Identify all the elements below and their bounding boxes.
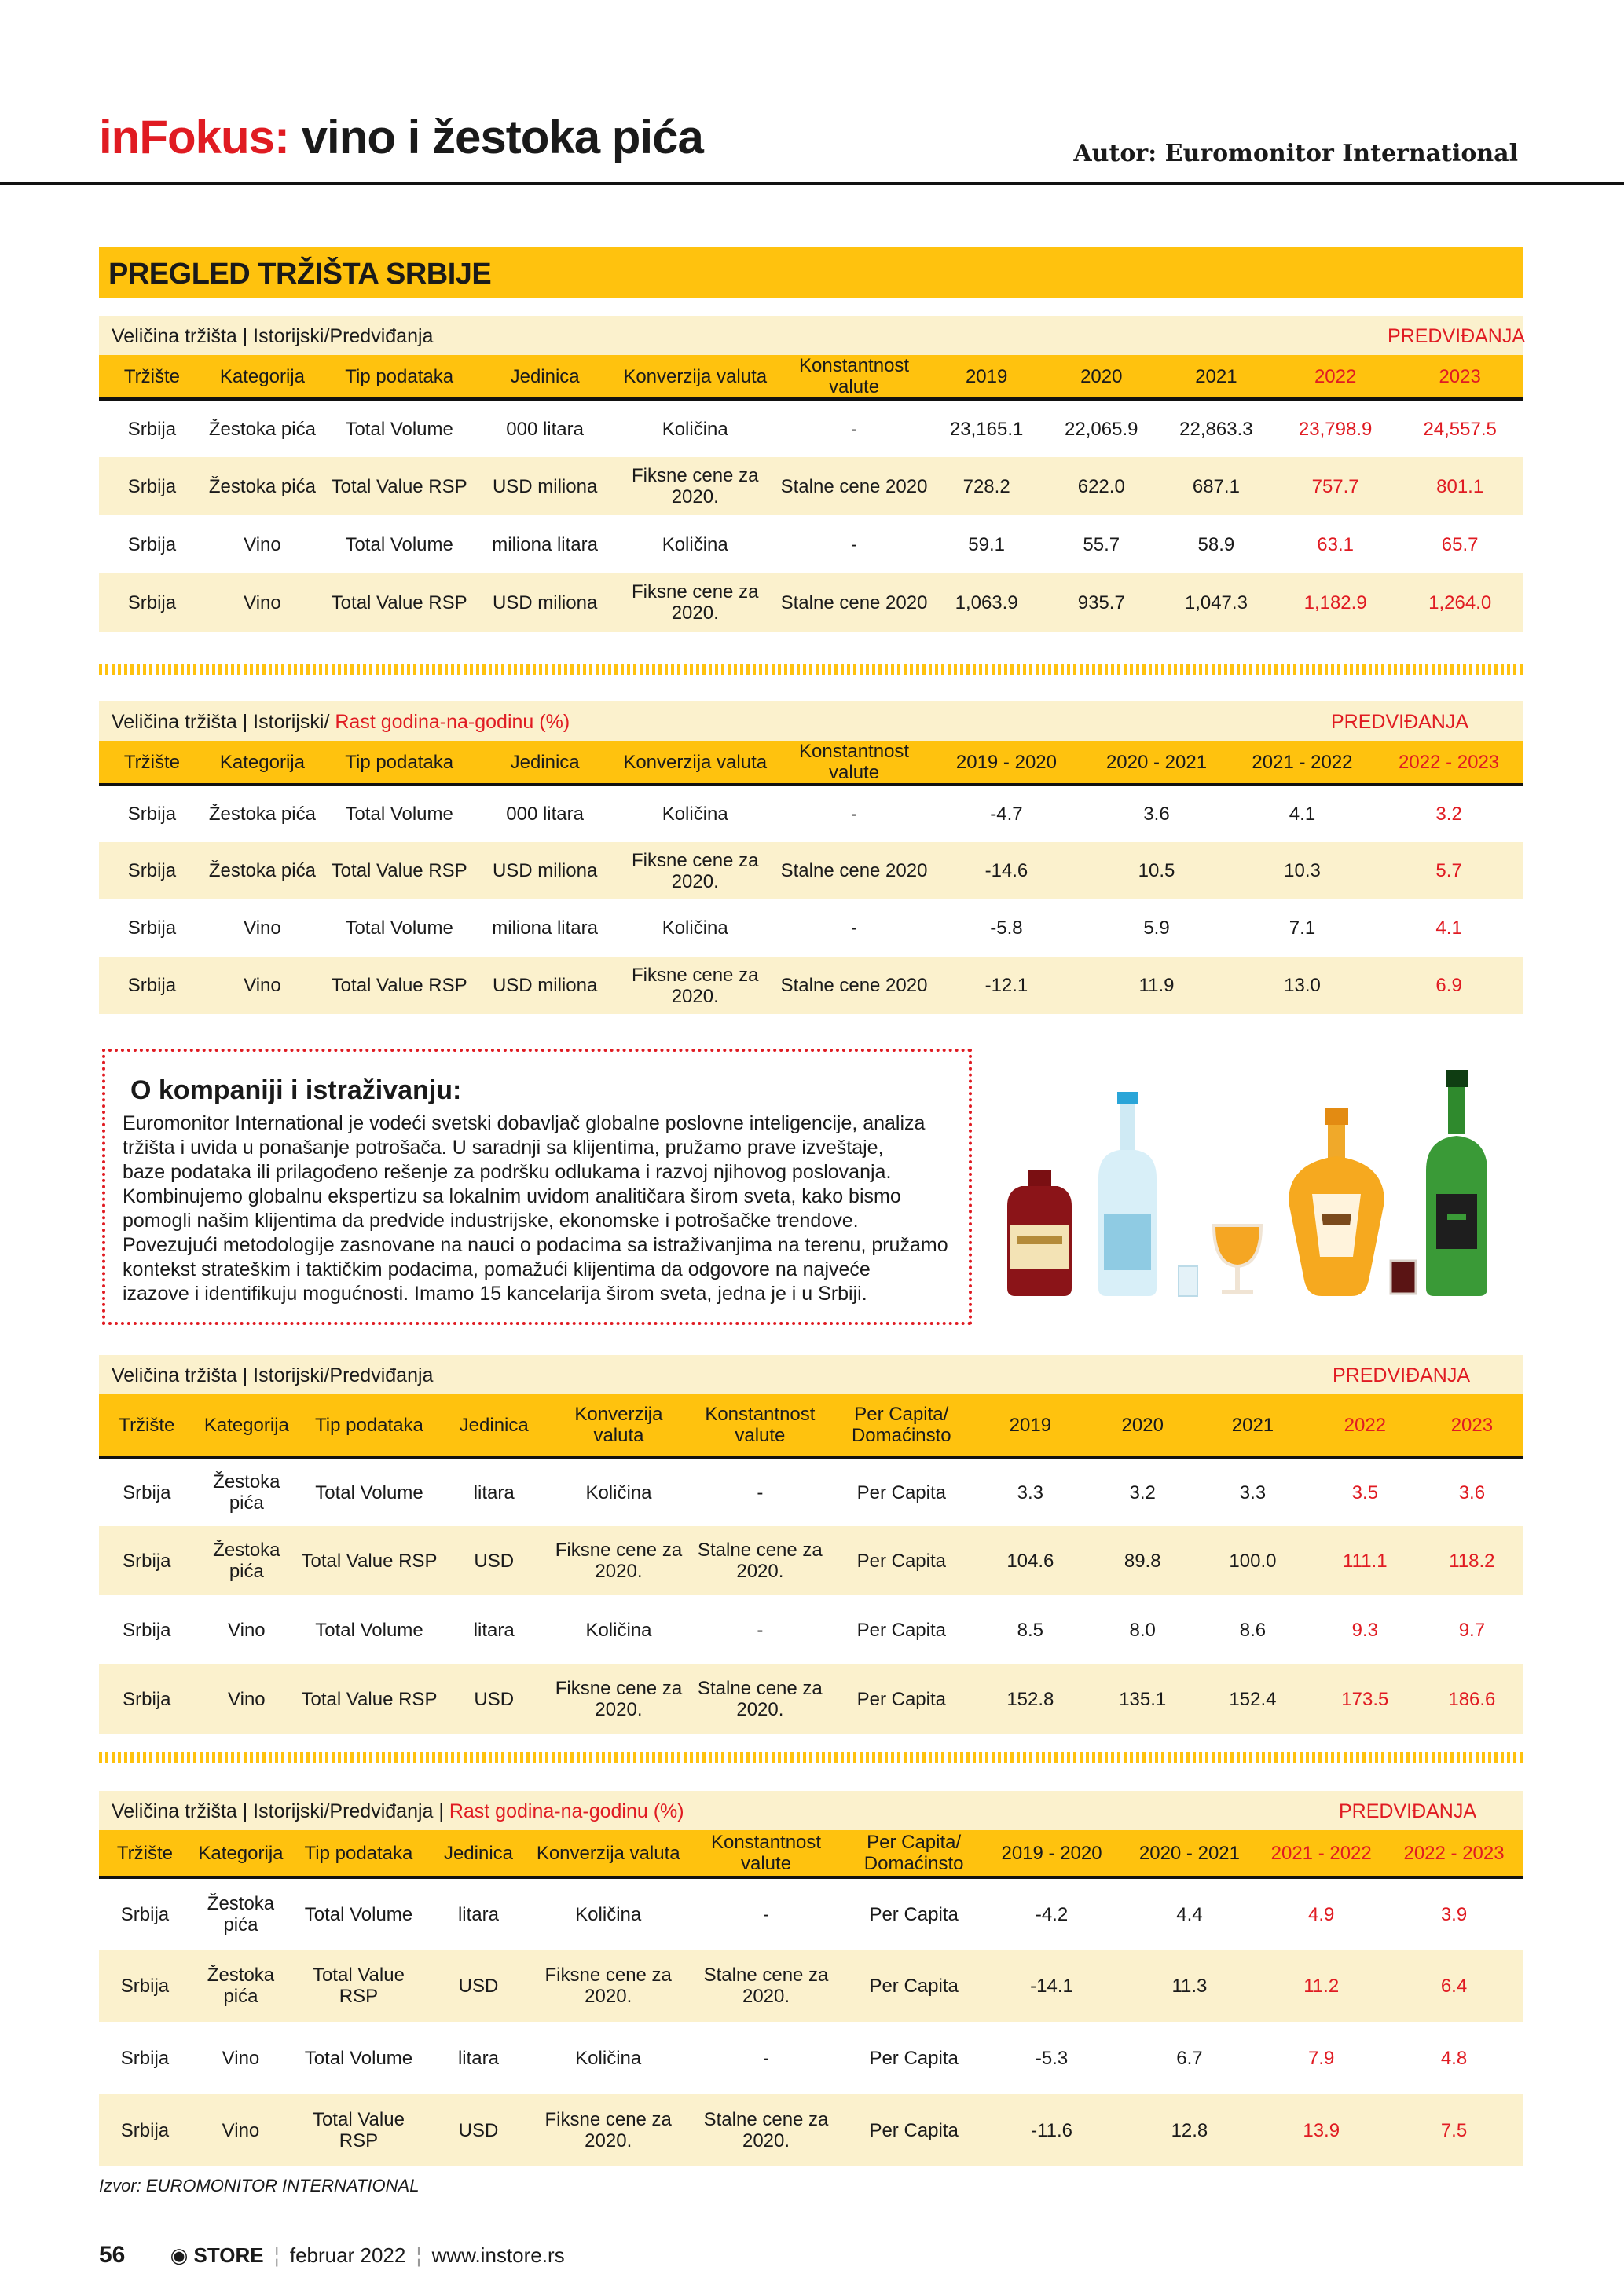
table-cell: Količina [585, 1619, 652, 1641]
column-header: Tip podataka [320, 741, 478, 785]
issue-date: februar 2022 [289, 2243, 406, 2267]
column-header: Konstantnost valute [779, 741, 929, 785]
column-header: 2020 - 2021 [1122, 1830, 1258, 1877]
caption-text: Veličina tržišta | Istorijski/Predviđanja [112, 1364, 434, 1386]
table-cell: -5.8 [990, 917, 1023, 939]
table-cell: - [763, 2047, 770, 2069]
about-line: tržišta i uvida u ponašanje potrošača. U saradnji sa klijentima, pružamo prave izveštaje, [123, 1137, 884, 1159]
table-cell: Srbija [127, 591, 177, 613]
table-cell: Stalne cene 2020 [780, 591, 928, 613]
table-cell: 11.3 [1171, 1975, 1208, 1997]
table-cell: litara [473, 1481, 515, 1503]
table-cell: Vino [244, 591, 281, 613]
table-cell: - [757, 1481, 764, 1503]
table-cell: Žestoka pića [208, 475, 316, 497]
table-cell: Srbija [127, 917, 177, 939]
table-cell: Srbija [120, 1975, 170, 1997]
table-cell: 173.5 [1341, 1688, 1389, 1710]
column-header: 2021 [1159, 355, 1274, 399]
table-cell: 7.5 [1440, 2119, 1468, 2141]
table-cell: Stalne cene za 2020. [697, 1678, 823, 1720]
column-header: Jedinica [440, 1394, 548, 1457]
data-table [99, 355, 1523, 632]
table-row [99, 785, 1523, 842]
table-cell: 118.2 [1449, 1550, 1495, 1572]
column-header: 2021 - 2022 [1257, 1830, 1385, 1877]
table-cell: Stalne cene za 2020. [697, 1540, 823, 1582]
column-header: 2022 [1274, 355, 1397, 399]
table-cell: 000 litara [506, 804, 584, 825]
table-cell: Total Value RSP [301, 1550, 438, 1572]
column-header: 2021 - 2022 [1230, 741, 1375, 785]
table-cell: 622.0 [1077, 475, 1125, 497]
column-header: Tip podataka [299, 1394, 440, 1457]
data-table [99, 741, 1523, 1014]
table-cell: Srbija [127, 975, 177, 996]
table-cell: - [763, 1903, 770, 1925]
table-row [99, 457, 1523, 515]
column-header: Konverzija valuta [548, 1394, 690, 1457]
table-cell: 1,047.3 [1184, 591, 1248, 613]
table-cell: USD miliona [492, 860, 598, 881]
table-cell: 4.8 [1440, 2047, 1468, 2069]
table-cell: 4.9 [1308, 1903, 1335, 1925]
column-header: 2023 [1397, 355, 1523, 399]
table-cell: Stalne cene 2020 [780, 475, 928, 497]
column-header: Kategorija [205, 741, 320, 785]
table-cell: 11.2 [1303, 1975, 1340, 1997]
column-header: Jedinica [427, 1830, 530, 1877]
table-cell: 59.1 [968, 533, 1005, 555]
table-cell: Srbija [123, 1619, 171, 1641]
about-title: O kompaniji i istraživanju: [130, 1075, 462, 1105]
table-cell: 8.5 [1017, 1619, 1044, 1641]
table-cell: 111.1 [1343, 1550, 1388, 1572]
table-cell: Žestoka pića [213, 1540, 280, 1582]
forecast-label: PREDVIĐANJA [1333, 1364, 1471, 1386]
table-cell: 757.7 [1311, 475, 1359, 497]
table-cell: Vino [228, 1688, 266, 1710]
about-line: Euromonitor International je vodeći svetski dobavljač globalne poslovne inteligencije, analiza [123, 1112, 926, 1134]
shot-glass-icon [1179, 1266, 1197, 1296]
table-cell: 13.0 [1284, 975, 1321, 996]
table-cell: Vino [244, 917, 281, 939]
column-header: Kategorija [195, 1394, 299, 1457]
column-header: Tržište [99, 741, 205, 785]
table-cell: Total Volume [345, 804, 453, 825]
column-header: 2022 [1309, 1394, 1421, 1457]
column-header: Konstantnost valute [686, 1830, 845, 1877]
table-caption [99, 1355, 1523, 1394]
column-header: Jedinica [478, 355, 611, 399]
table-cell: Vino [244, 975, 281, 996]
table-cell: 935.7 [1077, 591, 1125, 613]
table-row [99, 842, 1523, 899]
column-header: Tržište [99, 355, 205, 399]
table-caption [99, 1791, 1523, 1830]
table-cell: USD [458, 1975, 499, 1997]
table-cell: 3.9 [1440, 1903, 1468, 1925]
table-cell: Žestoka pića [208, 804, 316, 825]
column-header: Kategorija [205, 355, 320, 399]
table-cell: Količina [585, 1481, 652, 1503]
table-cell: Total Value RSP [331, 860, 467, 881]
table-cell: Fiksne cene za 2020. [632, 581, 759, 624]
table-cell: 728.2 [962, 475, 1010, 497]
table-cell: 104.6 [1006, 1550, 1054, 1572]
table-cell: miliona litara [492, 533, 598, 555]
table-cell: Srbija [127, 804, 177, 825]
table-cell: -14.1 [1030, 1975, 1073, 1997]
table-cell: 5.9 [1143, 917, 1170, 939]
table-cell: Per Capita [869, 1975, 959, 1997]
per-capita-table [99, 1355, 1523, 1734]
table-cell: 23,165.1 [949, 418, 1024, 440]
table-cell: USD [458, 2119, 499, 2141]
table-cell: 1,182.9 [1303, 591, 1367, 613]
table-cell: 3.2 [1435, 804, 1462, 825]
table-cell: 3.6 [1458, 1481, 1486, 1503]
about-line: izazove i identifikuju mogućnosti. Imamo 15 kancelarija širom sveta, jedna je i u Srbiji. [123, 1283, 867, 1305]
caption-text: Veličina tržišta | Istorijski/Predviđanja [112, 325, 434, 347]
source-note: Izvor: EUROMONITOR INTERNATIONAL [99, 2176, 420, 2195]
table-cell: Količina [575, 1903, 642, 1925]
table-cell: -11.6 [1031, 2119, 1072, 2141]
table-cell: 58.9 [1197, 533, 1235, 555]
table-cell: Količina [575, 2047, 642, 2069]
whisky-bottle-icon [1289, 1108, 1384, 1296]
table-cell: - [851, 533, 858, 555]
column-header: 2022 - 2023 [1385, 1830, 1523, 1877]
table-cell: Stalne cene za 2020. [703, 1965, 829, 2007]
table-cell: Per Capita [856, 1688, 946, 1710]
table-cell: Vino [222, 2119, 260, 2141]
table-cell: Srbija [120, 2119, 170, 2141]
table-cell: 3.5 [1351, 1481, 1379, 1503]
table-cell: Fiksne cene za 2020. [632, 964, 759, 1007]
table-cell: 55.7 [1083, 533, 1120, 555]
whisky-glass-icon [1391, 1261, 1416, 1294]
table-cell: Srbija [123, 1481, 171, 1503]
table-cell: Količina [662, 418, 728, 440]
table-row [99, 2022, 1523, 2094]
table-cell: Srbija [127, 475, 177, 497]
table-row [99, 957, 1523, 1014]
table-cell: Per Capita [869, 2047, 959, 2069]
table-row [99, 1526, 1523, 1595]
growth-table [99, 701, 1523, 1014]
author-line: Autor: Euromonitor International [1073, 140, 1518, 167]
about-line: pomogli našim klijentima da predvide industrijske, ekonomske i potrošačke trendove. [123, 1210, 859, 1232]
column-header: 2020 [1088, 1394, 1197, 1457]
table-cell: Količina [662, 533, 728, 555]
column-header: 2019 [929, 355, 1044, 399]
table-cell: Srbija [120, 2047, 170, 2069]
table-row [99, 1595, 1523, 1664]
table-cell: Total Volume [345, 418, 453, 440]
column-header: Tržište [99, 1394, 195, 1457]
column-header: Per Capita/ Domaćinsto [846, 1830, 982, 1877]
about-text [123, 1111, 979, 1306]
header-rule [0, 182, 1624, 185]
column-header: 2020 [1044, 355, 1159, 399]
table-cell: Per Capita [869, 1903, 959, 1925]
column-header: Kategorija [191, 1830, 291, 1877]
table-cell: 3.6 [1143, 804, 1170, 825]
bottles-illustration [998, 1060, 1516, 1304]
table-cell: Total Value RSP [312, 2109, 405, 2151]
data-table [99, 1394, 1523, 1734]
table-cell: USD [474, 1550, 515, 1572]
table-cell: miliona litara [492, 917, 598, 939]
per-capita-growth-table [99, 1791, 1523, 2166]
table-cell: 63.1 [1317, 533, 1354, 555]
table-cell: Srbija [127, 418, 177, 440]
table-cell: 687.1 [1192, 475, 1240, 497]
store-logo-icon: ◉ [170, 2243, 189, 2267]
caption-text: Veličina tržišta | Istorijski/Predviđanja | Rast godina-na-godinu (%) [112, 1800, 684, 1822]
table-cell: 6.7 [1176, 2047, 1203, 2069]
table-cell: 3.3 [1239, 1481, 1267, 1503]
red-bottle-icon [1007, 1170, 1072, 1296]
section-header [99, 247, 1523, 298]
column-header: 2022 - 2023 [1375, 741, 1523, 785]
table-cell: Srbija [123, 1550, 171, 1572]
table-cell: 152.4 [1229, 1688, 1277, 1710]
section-title: PREGLED TRŽIŠTA SRBIJE [108, 258, 492, 291]
table-cell: 8.0 [1129, 1619, 1156, 1641]
table-cell: 22,065.9 [1065, 418, 1138, 440]
column-header: Jedinica [478, 741, 611, 785]
brandy-glass-icon [1214, 1225, 1261, 1294]
table-cell: 7.9 [1308, 2047, 1335, 2069]
column-header: 2019 - 2020 [982, 1830, 1122, 1877]
table-cell: 135.1 [1119, 1688, 1167, 1710]
table-cell: 1,264.0 [1428, 591, 1492, 613]
column-header: Konverzija valuta [611, 355, 779, 399]
table-cell: Srbija [127, 860, 177, 881]
table-cell: - [851, 418, 858, 440]
table-cell: Srbija [120, 1903, 170, 1925]
table-row [99, 573, 1523, 632]
page-title [99, 110, 703, 164]
table-cell: 22,863.3 [1179, 418, 1253, 440]
table-row [99, 1664, 1523, 1734]
table-cell: -4.7 [990, 804, 1023, 825]
column-header: 2023 [1421, 1394, 1523, 1457]
table-cell: 13.9 [1303, 2119, 1340, 2141]
column-header: 2021 [1197, 1394, 1309, 1457]
table-cell: Fiksne cene za 2020. [632, 849, 759, 892]
page-number: 56 [99, 2242, 126, 2268]
table-cell: Količina [662, 917, 728, 939]
market-size-table [99, 316, 1526, 632]
table-cell: Stalne cene za 2020. [703, 2109, 829, 2151]
table-cell: Vino [244, 533, 281, 555]
table-cell: 4.1 [1289, 804, 1316, 825]
table-cell: Fiksne cene za 2020. [544, 2109, 672, 2151]
column-header: Konverzija valuta [611, 741, 779, 785]
table-row [99, 1950, 1523, 2022]
table-cell: -5.3 [1035, 2047, 1069, 2069]
table-cell: Fiksne cene za 2020. [632, 465, 759, 507]
table-cell: Fiksne cene za 2020. [555, 1678, 683, 1720]
table-caption [99, 701, 1523, 741]
column-header: Konstantnost valute [779, 355, 929, 399]
column-header: Per Capita/ Domaćinsto [830, 1394, 972, 1457]
table-cell: Fiksne cene za 2020. [555, 1540, 683, 1582]
table-cell: 24,557.5 [1423, 418, 1497, 440]
about-line: Povezujući metodologije zasnovane na nauci o podacima sa istraživanjima na terenu, pružamo [123, 1234, 948, 1256]
table-row [99, 399, 1523, 457]
about-line: Kombinujemo globalnu ekspertizu sa lokalnim uvidom analitičara širom sveta, kako bismo [123, 1185, 901, 1207]
table-cell: 100.0 [1229, 1550, 1277, 1572]
table-cell: 65.7 [1441, 533, 1479, 555]
table-cell: 9.7 [1458, 1619, 1486, 1641]
table-cell: Količina [662, 804, 728, 825]
table-cell: -4.2 [1035, 1903, 1069, 1925]
about-box [102, 1049, 972, 1325]
title-text: vino i žestoka pića [289, 111, 703, 163]
table-cell: 6.4 [1440, 1975, 1468, 1997]
table-cell: Total Value RSP [301, 1688, 438, 1710]
table-cell: 9.3 [1351, 1619, 1379, 1641]
table-cell: Total Volume [345, 533, 453, 555]
table-cell: 23,798.9 [1298, 418, 1373, 440]
table-cell: - [851, 917, 858, 939]
table-cell: 4.4 [1176, 1903, 1203, 1925]
column-header: Tip podataka [291, 1830, 427, 1877]
table-cell: litara [457, 2047, 499, 2069]
table-cell: USD miliona [492, 591, 598, 613]
table-cell: 7.1 [1289, 917, 1316, 939]
page-footer: 56 ◉ STORE ¦ februar 2022 ¦ www.instore.rs [99, 2242, 565, 2268]
table-cell: Žestoka pića [208, 860, 316, 881]
column-header: 2019 - 2020 [929, 741, 1084, 785]
table-row [99, 2094, 1523, 2166]
column-header: Konstantnost valute [689, 1394, 830, 1457]
table-cell: 152.8 [1006, 1688, 1054, 1710]
table-cell: Srbija [123, 1688, 171, 1710]
table-cell: 801.1 [1436, 475, 1484, 497]
table-cell: Per Capita [869, 2119, 959, 2141]
table-cell: litara [457, 1903, 499, 1925]
table-cell: Total Volume [304, 2047, 413, 2069]
table-cell: litara [473, 1619, 515, 1641]
table-cell: 4.1 [1435, 917, 1462, 939]
caption-text: Veličina tržišta | Istorijski/ Rast godina-na-godinu (%) [112, 711, 570, 733]
table-cell: Total Value RSP [331, 591, 467, 613]
table-cell: USD miliona [492, 975, 598, 996]
table-cell: 89.8 [1124, 1550, 1161, 1572]
wine-bottle-icon [1426, 1070, 1487, 1296]
table-cell: Per Capita [856, 1550, 946, 1572]
table-cell: Vino [228, 1619, 266, 1641]
table-row [99, 1877, 1523, 1950]
table-cell: Stalne cene 2020 [780, 975, 928, 996]
dotted-divider-2 [99, 1752, 1523, 1763]
store-logo-text: STORE [193, 2243, 264, 2267]
table-cell: Total Value RSP [312, 1965, 405, 2007]
table-cell: Per Capita [856, 1481, 946, 1503]
table-cell: Total Volume [315, 1481, 423, 1503]
table-cell: -14.6 [984, 860, 1028, 881]
table-cell: -12.1 [984, 975, 1028, 996]
table-cell: 5.7 [1435, 860, 1462, 881]
forecast-label: PREDVIĐANJA [1331, 711, 1469, 733]
table-row [99, 899, 1523, 957]
table-cell: Vino [222, 2047, 260, 2069]
table-cell: Žestoka pića [207, 1893, 275, 1935]
about-line: kontekst strateškim i taktičkim podacima, pomažući klijentima da odgovore na najveće [123, 1258, 871, 1280]
dotted-divider [99, 664, 1523, 675]
column-header: 2020 - 2021 [1083, 741, 1229, 785]
table-cell: - [757, 1619, 764, 1641]
table-cell: 186.6 [1448, 1688, 1496, 1710]
table-cell: 3.3 [1017, 1481, 1044, 1503]
table-cell: 10.5 [1138, 860, 1175, 881]
website-link[interactable]: www.instore.rs [431, 2243, 565, 2267]
forecast-label: PREDVIĐANJA [1388, 325, 1526, 347]
column-header: 2019 [972, 1394, 1088, 1457]
column-header: Tip podataka [320, 355, 478, 399]
table-cell: USD [474, 1688, 515, 1710]
table-cell: Žestoka pića [208, 418, 316, 440]
table-cell: Per Capita [856, 1619, 946, 1641]
table-cell: Fiksne cene za 2020. [544, 1965, 672, 2007]
column-header: Tržište [99, 1830, 191, 1877]
table-cell: Total Value RSP [331, 975, 467, 996]
brand-label: inFokus: [99, 111, 289, 163]
table-cell: Total Volume [345, 917, 453, 939]
table-cell: - [851, 804, 858, 825]
table-cell: Total Volume [304, 1903, 413, 1925]
table-cell: 000 litara [506, 418, 584, 440]
table-cell: 11.9 [1138, 975, 1175, 996]
table-cell: 10.3 [1284, 860, 1321, 881]
table-cell: Total Value RSP [331, 475, 467, 497]
table-cell: 6.9 [1435, 975, 1462, 996]
table-cell: Srbija [127, 533, 177, 555]
table-row [99, 515, 1523, 573]
table-cell: Žestoka pića [207, 1965, 275, 2007]
data-table [99, 1830, 1523, 2166]
table-cell: Stalne cene 2020 [780, 860, 928, 881]
table-row [99, 1457, 1523, 1526]
table-cell: 12.8 [1171, 2119, 1208, 2141]
column-header: Konverzija valuta [530, 1830, 686, 1877]
table-caption [99, 316, 1526, 355]
table-cell: USD miliona [492, 475, 598, 497]
table-cell: Žestoka pića [213, 1471, 280, 1514]
table-cell: 1,063.9 [955, 591, 1018, 613]
table-cell: 8.6 [1239, 1619, 1267, 1641]
table-cell: 3.2 [1129, 1481, 1156, 1503]
about-line: baze podataka ili prilagođeno rešenje za podršku odlukama i razvoj njihovog poslovanja. [123, 1161, 892, 1183]
forecast-label: PREDVIĐANJA [1339, 1800, 1477, 1822]
vodka-bottle-icon [1098, 1092, 1157, 1296]
table-cell: Total Volume [315, 1619, 423, 1641]
